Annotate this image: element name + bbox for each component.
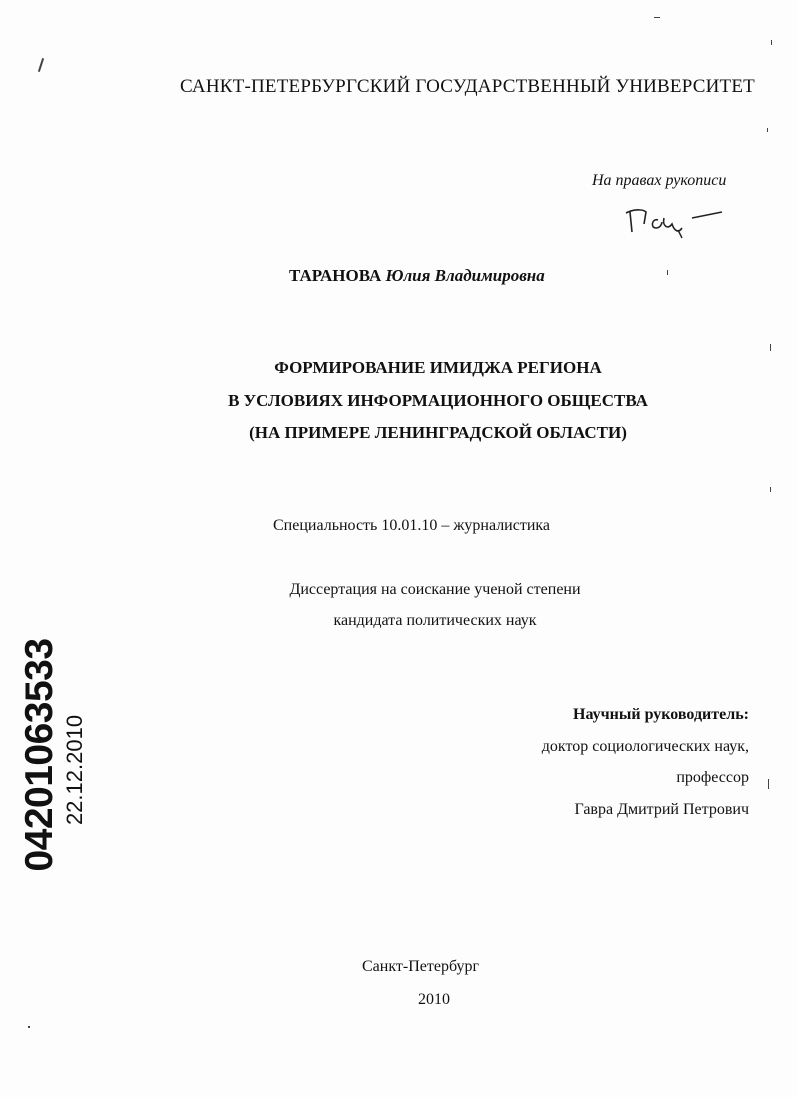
author-surname: ТАРАНОВА (289, 266, 382, 285)
author-given-names: Юлия Владимировна (385, 266, 545, 285)
scan-speck (768, 779, 769, 789)
library-stamp-date-text: 22.12.2010 (62, 714, 87, 826)
dissertation-degree-line-2: кандидата политических наук (333, 612, 537, 629)
university-name: САНКТ-ПЕТЕРБУРГСКИЙ ГОСУДАРСТВЕННЫЙ УНИВЕРСИТЕТ (180, 76, 755, 97)
scan-speck (28, 1026, 30, 1028)
scan-speck (770, 487, 771, 492)
library-stamp-date (62, 710, 88, 830)
supervisor-degree: доктор социологических наук, (541, 738, 749, 755)
rights-note: На правах рукописи (592, 172, 727, 189)
scan-speck (770, 344, 771, 351)
scan-speck (667, 270, 668, 275)
supervisor-heading: Научный руководитель: (573, 706, 749, 723)
library-stamp-code-text: 04201063533 (18, 638, 61, 872)
supervisor-title: профессор (676, 769, 749, 786)
handwritten-signature (622, 200, 732, 244)
supervisor-name: Гавра Дмитрий Петрович (574, 801, 749, 818)
thesis-title-line-2: В УСЛОВИЯХ ИНФОРМАЦИОННОГО ОБЩЕСТВА (228, 391, 648, 410)
city: Санкт-Петербург (362, 958, 480, 975)
scan-speck (771, 40, 772, 45)
year: 2010 (418, 991, 450, 1008)
scan-speck (38, 58, 44, 72)
scan-speck (654, 17, 660, 18)
scan-speck (767, 128, 768, 132)
dissertation-degree-line-1: Диссертация на соискание ученой степени (289, 581, 581, 598)
thesis-title-line-1: ФОРМИРОВАНИЕ ИМИДЖА РЕГИОНА (274, 358, 602, 377)
specialty-line: Специальность 10.01.10 – журналистика (273, 517, 551, 534)
library-stamp-code (20, 640, 60, 870)
author-name (289, 266, 545, 286)
thesis-title-line-3: (НА ПРИМЕРЕ ЛЕНИНГРАДСКОЙ ОБЛАСТИ) (249, 423, 627, 442)
